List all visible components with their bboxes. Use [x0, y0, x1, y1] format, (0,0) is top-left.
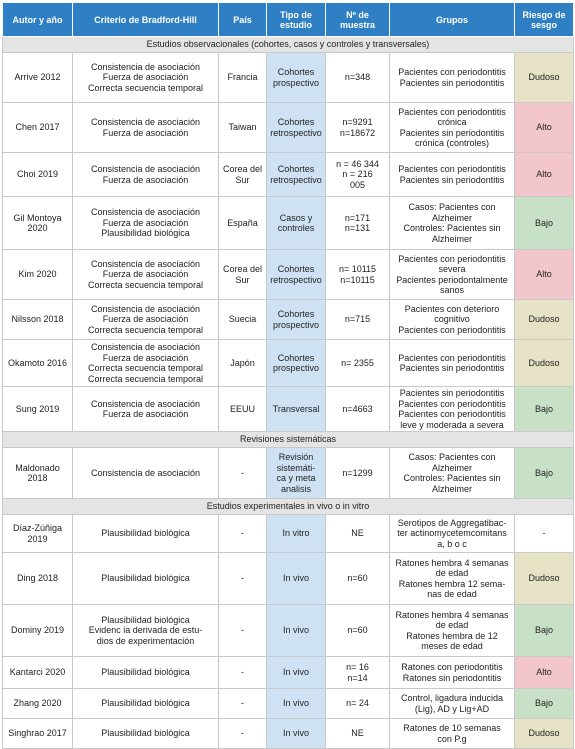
- cell-muestra: [326, 153, 390, 197]
- table-row: [3, 300, 574, 340]
- cell-grupos-line: Pacientes con periodontitis: [398, 253, 506, 264]
- cell-grupos-line: de edad: [435, 568, 469, 578]
- cell-autor: [3, 719, 73, 749]
- cell-riesgo: Dudoso: [515, 53, 574, 103]
- cell-muestra: [326, 300, 390, 340]
- cell-tipo: [267, 657, 326, 689]
- cell-autor-line: Ding 2018: [16, 573, 59, 584]
- cell-riesgo: Alto: [515, 153, 574, 197]
- table-row: [3, 657, 574, 689]
- cell-riesgo: Bajo: [515, 448, 574, 499]
- cell-grupos-line: Pacientes sin periodontitis: [399, 363, 505, 373]
- cell-autor-line: Okamoto 2016: [7, 357, 68, 368]
- cell-riesgo: Dudoso: [515, 719, 574, 749]
- cell-grupos-line: Ratones hembra 4 semanas: [395, 557, 509, 568]
- cell-grupos: [390, 103, 515, 153]
- cell-grupos-line: leve y moderada a severa: [400, 419, 504, 430]
- cell-tipo-line: retrospectivo: [270, 174, 322, 185]
- table-row: [3, 448, 574, 499]
- cell-grupos-line: Pacientes periodontalmente: [396, 274, 508, 285]
- cell-muestra: [326, 53, 390, 103]
- cell-autor: [3, 605, 73, 657]
- cell-grupos-line: con P.g: [437, 733, 467, 744]
- cell-muestra-line: n= 24: [346, 698, 369, 709]
- cell-riesgo: Bajo: [515, 387, 574, 432]
- cell-grupos: [390, 689, 515, 719]
- cell-grupos-line: Pacientes con periodontitis: [398, 398, 506, 409]
- header-grupos: Grupos: [390, 3, 515, 37]
- cell-riesgo: Alto: [515, 250, 574, 300]
- cell-muestra-line: n=9291: [342, 117, 373, 127]
- cell-grupos-line: (Lig), AD y Lig+AD: [414, 703, 490, 714]
- cell-grupos-line: Ratones de 10 semanas: [403, 723, 501, 733]
- cell-autor-line: Sung 2019: [15, 403, 60, 414]
- cell-grupos-line: crónica: [437, 117, 467, 127]
- cell-tipo-line: Cohortes: [277, 309, 315, 319]
- cell-tipo-line: sistemáti-: [276, 462, 316, 473]
- cell-grupos-line: meses de edad: [421, 641, 483, 651]
- cell-muestra-line: n= 10115: [338, 264, 377, 274]
- cell-tipo: [267, 719, 326, 749]
- cell-grupos: [390, 553, 515, 605]
- cell-autor-line: Arrive 2012: [14, 72, 61, 83]
- cell-riesgo: -: [515, 515, 574, 553]
- cell-autor: [3, 340, 73, 387]
- cell-autor: [3, 103, 73, 153]
- cell-grupos: [390, 387, 515, 432]
- cell-pais: [219, 689, 267, 719]
- cell-criterio-line: Plausibilidad biológica: [101, 698, 190, 709]
- cell-muestra-line: n=10115: [340, 274, 375, 285]
- cell-pais: [219, 515, 267, 553]
- cell-grupos-line: crónica (controles): [414, 138, 490, 148]
- cell-grupos-line: Pacientes con deterioro: [404, 303, 500, 314]
- cell-grupos-line: Ratones sin periodontitis: [402, 672, 502, 683]
- cell-muestra-line: n=4663: [342, 403, 373, 414]
- cell-pais: [219, 53, 267, 103]
- cell-pais: [219, 153, 267, 197]
- cell-tipo: [267, 250, 326, 300]
- cell-tipo-line: In vivo: [282, 625, 309, 636]
- cell-pais-line: Francia: [227, 72, 258, 83]
- cell-criterio-line: Fuerza de asociación: [102, 352, 189, 363]
- table-body: [3, 37, 574, 749]
- cell-criterio: [73, 103, 219, 153]
- cell-pais-line: Taiwan: [228, 122, 257, 133]
- cell-muestra-line: n = 46 344: [336, 158, 379, 169]
- header-pais: País: [219, 3, 267, 37]
- cell-tipo: [267, 53, 326, 103]
- cell-muestra-line: n=14: [347, 672, 368, 683]
- cell-riesgo: Alto: [515, 103, 574, 153]
- cell-criterio-line: Fuerza de asociación: [102, 409, 189, 419]
- cell-grupos: [390, 719, 515, 749]
- cell-tipo: [267, 300, 326, 340]
- cell-grupos: [390, 53, 515, 103]
- cell-tipo-line: In vivo: [282, 667, 309, 678]
- cell-pais-line: Sur: [235, 274, 250, 285]
- cell-grupos-line: Control, ligadura inducida: [400, 693, 504, 703]
- cell-grupos-line: de edad: [435, 620, 469, 630]
- table-row: [3, 197, 574, 250]
- cell-criterio-line: Correcta secuencia temporal: [87, 373, 204, 384]
- cell-pais-line: Sur: [235, 174, 250, 185]
- cell-pais-line: -: [241, 698, 244, 709]
- cell-grupos-line: Serotipos de Aggregatibac-: [397, 517, 507, 528]
- cell-muestra-line: NE: [351, 728, 364, 739]
- table-row: [3, 103, 574, 153]
- cell-tipo: [267, 515, 326, 553]
- cell-riesgo: Bajo: [515, 605, 574, 657]
- cell-autor-line: 2018: [27, 473, 48, 483]
- cell-autor: [3, 448, 73, 499]
- cell-criterio-line: Plausibilidad biológica: [101, 573, 190, 584]
- cell-pais-line: Suecia: [228, 314, 257, 325]
- section-title: Revisiones sistemáticas: [3, 432, 574, 448]
- cell-grupos-line: Ratones con periodontitis: [401, 662, 503, 672]
- cell-muestra-line: n=171: [344, 212, 371, 223]
- cell-muestra-line: n=715: [344, 314, 371, 325]
- cell-grupos-line: Pacientes con periodontitis: [398, 409, 506, 419]
- header-autor: Autor y año: [3, 3, 73, 37]
- cell-grupos: [390, 340, 515, 387]
- cell-criterio-line: Plausibilidad biológica: [101, 228, 190, 239]
- cell-muestra-line: n=131: [344, 223, 371, 233]
- cell-autor-line: 2020: [27, 223, 48, 233]
- cell-grupos-line: Ratones hembra 4 semanas: [395, 609, 509, 620]
- cell-criterio: [73, 53, 219, 103]
- header-muestra: Nº de muestra: [326, 3, 390, 37]
- cell-criterio-line: Plausibilidad biológica: [101, 728, 190, 739]
- cell-muestra: [326, 605, 390, 657]
- cell-autor-line: Díaz-Zúñiga: [12, 523, 63, 533]
- cell-muestra: [326, 719, 390, 749]
- cell-autor-line: Gil Montoya: [13, 212, 62, 223]
- cell-tipo: [267, 197, 326, 250]
- cell-grupos-line: Pacientes con periodontitis: [398, 352, 506, 363]
- cell-grupos: [390, 657, 515, 689]
- cell-riesgo: Dudoso: [515, 553, 574, 605]
- cell-criterio: [73, 448, 219, 499]
- cell-tipo: [267, 553, 326, 605]
- cell-grupos: [390, 250, 515, 300]
- cell-grupos: [390, 197, 515, 250]
- cell-autor: [3, 300, 73, 340]
- cell-riesgo: Bajo: [515, 197, 574, 250]
- table-row: [3, 250, 574, 300]
- cell-muestra-line: n=60: [347, 573, 368, 584]
- cell-criterio: [73, 300, 219, 340]
- cell-criterio-line: Fuerza de asociación: [102, 269, 189, 280]
- section-title: Estudios experimentales in vivo o in vitro: [3, 499, 574, 515]
- cell-autor: [3, 153, 73, 197]
- cell-criterio: [73, 340, 219, 387]
- table-row: [3, 689, 574, 719]
- cell-grupos-line: severa: [438, 264, 466, 274]
- cell-muestra-line: n=18672: [339, 127, 376, 138]
- cell-tipo: [267, 103, 326, 153]
- cell-tipo-line: In vivo: [282, 573, 309, 584]
- cell-pais-line: -: [241, 728, 244, 739]
- cell-muestra: [326, 387, 390, 432]
- cell-autor: [3, 515, 73, 553]
- cell-autor: [3, 553, 73, 605]
- cell-grupos-line: Ratones hembra 12 sema-: [398, 578, 506, 589]
- cell-pais: [219, 300, 267, 340]
- cell-muestra-line: n= 16: [346, 662, 369, 672]
- cell-tipo: [267, 605, 326, 657]
- cell-criterio-line: Correcta secuencia temporal: [87, 324, 204, 335]
- cell-criterio: [73, 515, 219, 553]
- cell-grupos: [390, 605, 515, 657]
- cell-grupos: [390, 153, 515, 197]
- cell-tipo-line: prospectivo: [272, 363, 320, 373]
- cell-pais: [219, 340, 267, 387]
- table-row: [3, 53, 574, 103]
- cell-pais-line: Corea del: [222, 264, 263, 274]
- cell-grupos-line: Alzheimer: [431, 212, 472, 223]
- cell-muestra-line: n=348: [344, 72, 371, 83]
- cell-grupos-line: Controles: Pacientes sin: [403, 223, 501, 233]
- cell-autor: [3, 53, 73, 103]
- cell-autor: [3, 657, 73, 689]
- cell-criterio-line: Fuerza de asociación: [102, 217, 189, 228]
- cell-criterio-line: Plausibilidad biológica: [101, 528, 190, 539]
- cell-criterio-line: Fuerza de asociación: [102, 174, 189, 185]
- cell-criterio-line: Correcta secuencia temporal: [87, 363, 204, 373]
- cell-riesgo: Dudoso: [515, 340, 574, 387]
- cell-tipo: [267, 689, 326, 719]
- cell-criterio: [73, 605, 219, 657]
- cell-riesgo: Dudoso: [515, 300, 574, 340]
- cell-criterio-line: Consistencia de asociación: [90, 342, 201, 352]
- cell-pais: [219, 553, 267, 605]
- cell-criterio-line: Plausibilidad biológica: [101, 667, 190, 678]
- cell-criterio-line: Evidenc ia derivada de estu-: [88, 625, 203, 636]
- cell-criterio-line: Consistencia de asociación: [90, 398, 201, 409]
- cell-grupos-line: cognitivo: [434, 314, 470, 325]
- cell-muestra: [326, 515, 390, 553]
- cell-tipo-line: ca y meta: [276, 473, 316, 483]
- cell-tipo-line: Cohortes: [277, 264, 315, 274]
- cell-tipo-line: In vitro: [282, 528, 310, 539]
- cell-tipo-line: Cohortes: [277, 352, 315, 363]
- cell-criterio-line: Consistencia de asociación: [90, 164, 201, 174]
- cell-grupos-line: Casos: Pacientes con: [408, 202, 496, 212]
- cell-tipo: [267, 340, 326, 387]
- header-row: [3, 3, 574, 37]
- cell-pais: [219, 605, 267, 657]
- cell-criterio-line: Fuerza de asociación: [102, 314, 189, 325]
- cell-muestra-line: 005: [349, 179, 366, 190]
- cell-tipo-line: In vivo: [282, 698, 309, 709]
- cell-pais: [219, 448, 267, 499]
- studies-table: [2, 2, 574, 749]
- cell-tipo-line: retrospectivo: [270, 274, 322, 285]
- cell-pais: [219, 657, 267, 689]
- cell-tipo-line: Casos y: [279, 212, 313, 223]
- cell-grupos-line: Ratones hembra de 12: [406, 630, 498, 641]
- cell-pais-line: -: [241, 467, 244, 478]
- cell-grupos-line: Pacientes con periodontitis: [398, 106, 506, 117]
- cell-tipo-line: controles: [277, 223, 315, 233]
- cell-pais-line: -: [241, 528, 244, 539]
- cell-grupos: [390, 300, 515, 340]
- cell-muestra: [326, 250, 390, 300]
- cell-tipo-line: Cohortes: [277, 67, 315, 77]
- cell-criterio: [73, 719, 219, 749]
- cell-autor-line: Singhrao 2017: [8, 728, 67, 739]
- cell-criterio: [73, 153, 219, 197]
- cell-autor-line: Chen 2017: [15, 122, 60, 133]
- cell-autor-line: 2019: [27, 533, 48, 544]
- section-row: [3, 499, 574, 515]
- cell-tipo-line: Cohortes: [277, 164, 315, 174]
- cell-autor-line: Choi 2019: [16, 169, 59, 180]
- table-row: [3, 553, 574, 605]
- header-criterio: Criterio de Bradford-Hill: [73, 3, 219, 37]
- cell-criterio-line: Consistencia de asociación: [90, 258, 201, 269]
- cell-grupos-line: a, b o c: [437, 538, 467, 549]
- cell-pais-line: Japón: [230, 357, 255, 368]
- cell-criterio-line: Plausibilidad biológica: [101, 614, 190, 625]
- header-tipo: Tipo de estudio: [267, 3, 326, 37]
- cell-pais: [219, 250, 267, 300]
- cell-muestra-line: n=1299: [342, 467, 373, 478]
- cell-pais-line: -: [241, 625, 244, 636]
- cell-muestra: [326, 103, 390, 153]
- cell-tipo-line: In vivo: [282, 728, 309, 739]
- cell-grupos: [390, 515, 515, 553]
- cell-grupos-line: Pacientes con periodontitis: [398, 164, 506, 174]
- cell-grupos-line: Pacientes sin periodontitis: [399, 174, 505, 185]
- cell-muestra-line: NE: [351, 528, 364, 539]
- cell-muestra: [326, 657, 390, 689]
- cell-grupos-line: Pacientes con periodontitis: [398, 67, 506, 77]
- cell-grupos-line: Pacientes con periodontitis: [398, 324, 506, 335]
- cell-pais-line: Corea del: [222, 164, 263, 174]
- cell-muestra: [326, 553, 390, 605]
- cell-autor-line: Maldonado: [15, 462, 60, 473]
- cell-grupos-line: Casos: Pacientes con: [408, 452, 496, 462]
- cell-muestra-line: n=60: [347, 625, 368, 636]
- table-row: [3, 340, 574, 387]
- cell-criterio: [73, 657, 219, 689]
- cell-criterio-line: Consistencia de asociación: [90, 467, 201, 478]
- cell-muestra: [326, 340, 390, 387]
- section-title: Estudios observacionales (cohortes, casos y controles y transversales): [3, 37, 574, 53]
- cell-pais: [219, 719, 267, 749]
- cell-tipo-line: Transversal: [272, 403, 320, 414]
- cell-criterio-line: dios de experimentación: [96, 635, 195, 646]
- cell-criterio-line: Fuerza de asociación: [102, 127, 189, 138]
- cell-grupos-line: Alzheimer: [431, 462, 472, 473]
- cell-grupos: [390, 448, 515, 499]
- cell-criterio-line: Consistencia de asociación: [90, 117, 201, 127]
- cell-riesgo: Bajo: [515, 689, 574, 719]
- cell-pais-line: EEUU: [229, 403, 255, 414]
- cell-tipo-line: retrospectivo: [270, 127, 322, 138]
- table-row: [3, 719, 574, 749]
- cell-criterio: [73, 387, 219, 432]
- cell-tipo: [267, 387, 326, 432]
- cell-pais-line: -: [241, 573, 244, 584]
- cell-muestra-line: n = 216: [342, 169, 373, 180]
- cell-tipo-line: Cohortes: [277, 117, 315, 127]
- cell-muestra: [326, 448, 390, 499]
- section-row: [3, 432, 574, 448]
- cell-pais-line: España: [227, 217, 258, 228]
- cell-criterio-line: Consistencia de asociación: [90, 207, 201, 218]
- cell-criterio: [73, 250, 219, 300]
- cell-grupos-line: ter actinomycetemcomitans: [397, 528, 507, 539]
- cell-grupos-line: Pacientes sin periodontitis: [399, 127, 505, 138]
- cell-autor-line: Kim 2020: [18, 269, 57, 280]
- cell-autor: [3, 387, 73, 432]
- section-row: [3, 37, 574, 53]
- cell-autor-line: Nilsson 2018: [11, 314, 64, 325]
- cell-criterio-line: Consistencia de asociación: [90, 61, 201, 72]
- cell-muestra-line: n= 2355: [341, 357, 374, 368]
- cell-criterio-line: Fuerza de asociación: [102, 72, 189, 83]
- cell-grupos-line: Pacientes sin periodontitis: [399, 77, 505, 88]
- cell-riesgo: Alto: [515, 657, 574, 689]
- cell-criterio: [73, 553, 219, 605]
- cell-tipo: [267, 153, 326, 197]
- table-row: [3, 515, 574, 553]
- cell-grupos-line: nas de edad: [427, 589, 477, 599]
- cell-autor: [3, 250, 73, 300]
- cell-grupos-line: Controles: Pacientes sin: [403, 473, 501, 483]
- cell-pais-line: -: [241, 667, 244, 678]
- table-row: [3, 387, 574, 432]
- cell-tipo-line: prospectivo: [272, 319, 320, 330]
- cell-autor: [3, 197, 73, 250]
- cell-grupos-line: Alzheimer: [431, 233, 472, 244]
- cell-grupos-line: Alzheimer: [431, 483, 472, 494]
- cell-autor-line: Dominy 2019: [10, 625, 65, 636]
- cell-pais: [219, 387, 267, 432]
- cell-pais: [219, 103, 267, 153]
- cell-criterio: [73, 197, 219, 250]
- table-row: [3, 605, 574, 657]
- cell-autor: [3, 689, 73, 719]
- cell-muestra: [326, 689, 390, 719]
- cell-autor-line: Zhang 2020: [13, 698, 62, 709]
- cell-criterio: [73, 689, 219, 719]
- cell-tipo: [267, 448, 326, 499]
- cell-criterio-line: Correcta secuencia temporal: [87, 279, 204, 290]
- cell-autor-line: Kantarci 2020: [9, 667, 66, 678]
- header-riesgo: Riesgo de sesgo: [515, 3, 574, 37]
- cell-tipo-line: prospectivo: [272, 77, 320, 88]
- cell-grupos-line: Pacientes sin periodontitis: [399, 388, 505, 398]
- table-row: [3, 153, 574, 197]
- cell-criterio-line: Consistencia de asociación: [90, 303, 201, 314]
- cell-muestra: [326, 197, 390, 250]
- cell-pais: [219, 197, 267, 250]
- cell-tipo-line: Revisión: [278, 452, 314, 462]
- cell-grupos-line: sanos: [439, 285, 465, 295]
- cell-tipo-line: analisis: [280, 483, 311, 494]
- cell-criterio-line: Correcta secuencia temporal: [87, 82, 204, 93]
